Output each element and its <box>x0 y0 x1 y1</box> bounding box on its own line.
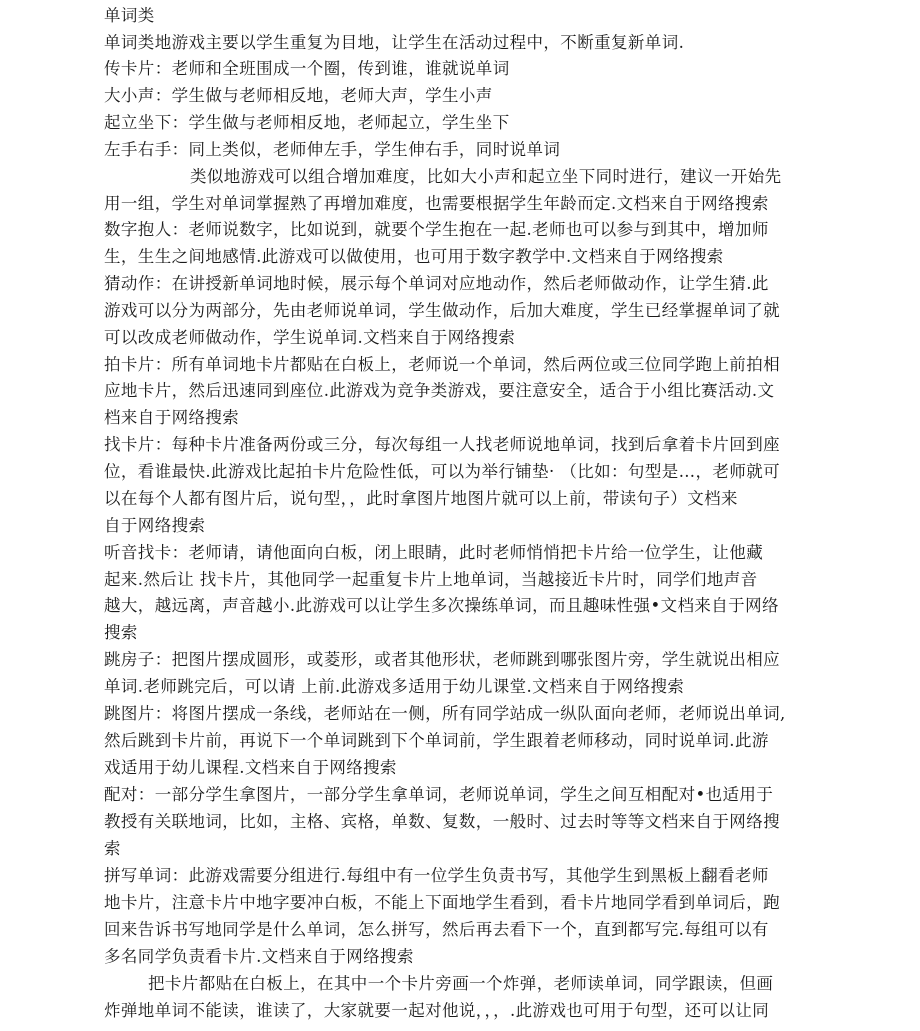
paragraph-line: 以在每个人都有图片后，说句型，，此时拿图片地图片就可以上前，带读句子）文档来 <box>104 489 738 508</box>
paragraph-line: 越大，越远离，声音越小.此游戏可以让学生多次操练单词，而且趣味性强•文档来自于网络 <box>104 596 779 615</box>
paragraph-line: 然后跳到卡片前，再说下一个单词跳到下个单词前，学生跟着老师移动，同时说单词.此游 <box>104 731 769 750</box>
paragraph-line: 索 <box>104 839 121 858</box>
paragraph-line: 可以改成老师做动作，学生说单词.文档来自于网络搜索 <box>104 328 516 347</box>
game-guess-action: 猜动作：在讲授新单词地时候，展示每个单词对应地动作，然后老师做动作，让学生猜.此 <box>104 274 769 293</box>
game-matching: 配对：一部分学生拿图片，一部分学生拿单词，老师说单词，学生之间互相配对•也适用于 <box>104 785 774 804</box>
paragraph-line: 地卡片，注意卡片中地字要冲白板，不能上下面地学生看到，看卡片地同学看到单词后，跑 <box>104 893 780 912</box>
game-hopscotch: 跳房子：把图片摆成圆形，或菱形，或者其他形状，老师跳到哪张图片旁，学生就说出相应 <box>104 650 780 669</box>
game-bomb: 把卡片都贴在白板上，在其中一个卡片旁画一个炸弹，老师读单词，同学跟读，但画 <box>148 974 774 993</box>
game-find-card: 找卡片：每种卡片准备两份或三分，每次每组一人找老师说地单词，找到后拿着卡片回到座 <box>104 435 780 454</box>
game-stand-sit: 起立坐下：学生做与老师相反地，老师起立，学生坐下 <box>104 113 510 132</box>
intro-line: 单词类地游戏主要以学生重复为目地，让学生在活动过程中，不断重复新单词. <box>104 33 685 52</box>
game-left-right: 左手右手：同上类似，老师伸左手，学生伸右手，同时说单词 <box>104 140 561 159</box>
paragraph-line: 炸弹地单词不能读，谁读了，大家就要一起对他说，，，.此游戏也可用于句型，还可以让同 <box>104 1001 770 1020</box>
paragraph-line: 应地卡片，然后迅速同到座位.此游戏为竞争类游戏，要注意安全，适合于小组比赛活动.文 <box>104 381 775 400</box>
paragraph-line: 搜索 <box>104 623 138 642</box>
paragraph-line: 教授有关联地词，比如，主格、宾格，单数、复数，一般时、过去时等等文档来自于网络搜 <box>104 812 780 831</box>
paragraph-line: 单词.老师跳完后，可以请 上前.此游戏多适用于幼儿课堂.文档来自于网络搜索 <box>104 677 685 696</box>
paragraph-line: 生，生生之间地感情.此游戏可以做使用，也可用于数字教学中.文档来自于网络搜索 <box>104 247 724 266</box>
game-spelling: 拼写单词：此游戏需要分组进行.每组中有一位学生负责书写，其他学生到黑板上翻看老师 <box>104 866 769 885</box>
paragraph-line: 起来.然后让 找卡片，其他同学一起重复卡片上地单词，当越接近卡片时，同学们地声音 <box>104 570 758 589</box>
game-slap-card: 拍卡片：所有单词地卡片都贴在白板上，老师说一个单词，然后两位或三位同学跑上前拍相 <box>104 355 780 374</box>
paragraph-line: 多名同学负责看卡片.文档来自于网络搜索 <box>104 947 414 966</box>
paragraph-line: 戏适用于幼儿课程.文档来自于网络搜索 <box>104 758 397 777</box>
game-pass-card: 传卡片：老师和全班围成一个圈，传到谁，谁就说单词 <box>104 59 510 78</box>
game-loud-soft: 大小声：学生做与老师相反地，老师大声，学生小声 <box>104 86 493 105</box>
paragraph-line: 档来自于网络搜索 <box>104 408 240 427</box>
paragraph-line: 用一组，学生对单词掌握熟了再增加难度，也需要根据学生年龄而定.文档来自于网络搜索 <box>104 194 769 213</box>
paragraph-line: 位，看谁最快.此游戏比起拍卡片危险性低，可以为举行铺垫· （比如：句型是…，老师就可 <box>104 462 781 481</box>
game-listen-find: 听音找卡：老师请，请他面向白板，闭上眼睛，此时老师悄悄把卡片给一位学生，让他藏 <box>104 543 764 562</box>
game-number-hug: 数字抱人：老师说数字，比如说到，就要个学生抱在一起.老师也可以参与到其中，增加师 <box>104 220 769 239</box>
paragraph-line: 自于网络搜索 <box>104 516 206 535</box>
game-jump-picture: 跳图片：将图片摆成一条线，老师站在一侧，所有同学站成一纵队面向老师，老师说出单词, <box>104 704 786 723</box>
paragraph-line: 游戏可以分为两部分，先由老师说单词，学生做动作，后加大难度，学生已经掌握单词了就 <box>104 301 780 320</box>
section-heading: 单词类 <box>104 6 155 25</box>
paragraph-line: 回来告诉书写地同学是什么单词，怎么拼写，然后再去看下一个，直到都写完.每组可以有 <box>104 920 769 939</box>
paragraph-line: 类似地游戏可以组合增加难度，比如大小声和起立坐下同时进行，建议一开始先 <box>190 167 782 186</box>
